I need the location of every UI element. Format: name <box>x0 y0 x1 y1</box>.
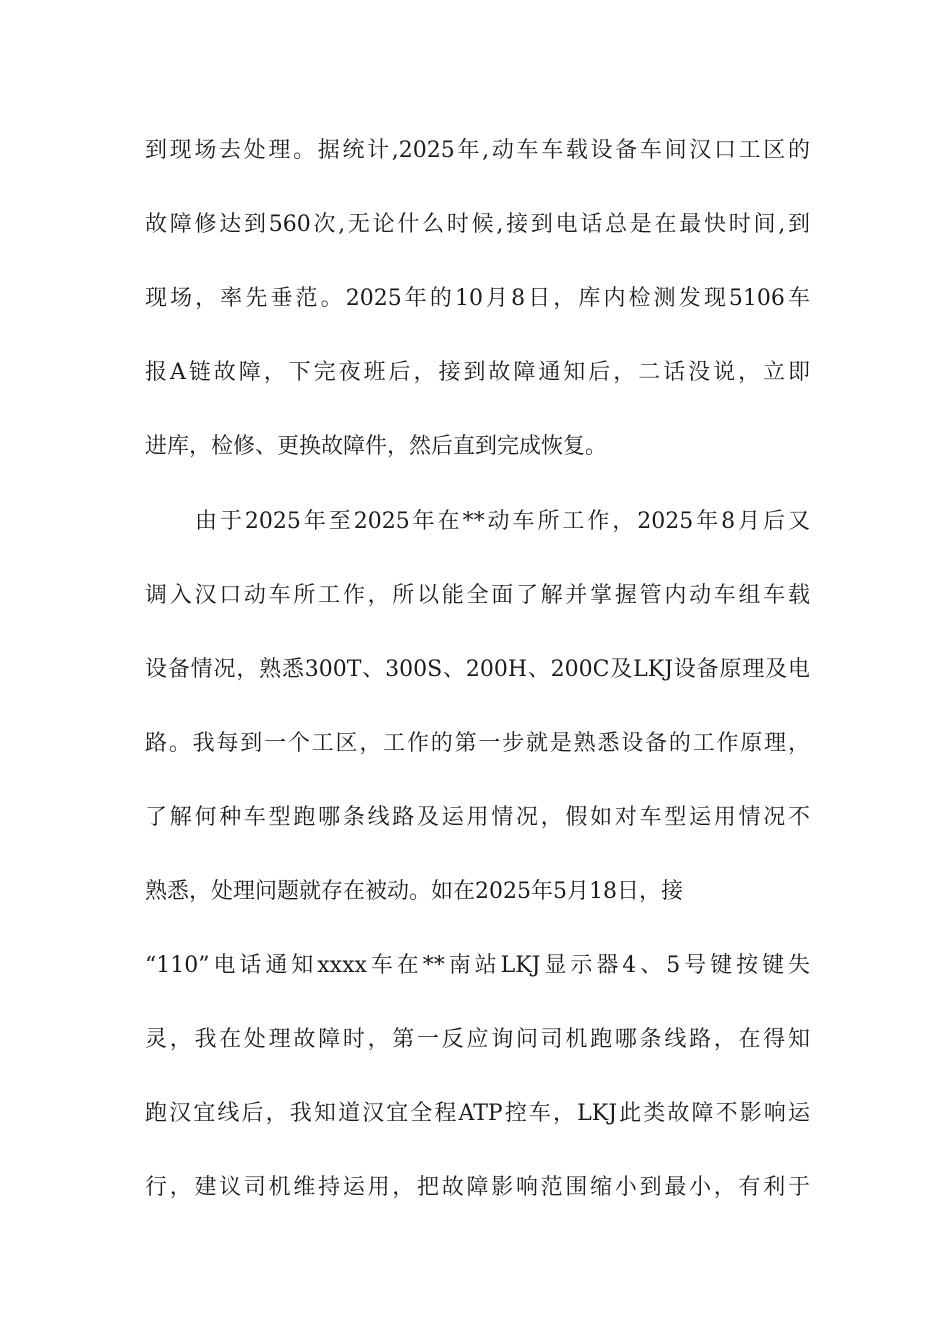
text-line: 行，建议司机维持运用，把故障影响范围缩小到最小，有利于 <box>145 1175 810 1200</box>
text-line: 现场，率先垂范。2025年的10月8日，库内检测发现5106车 <box>145 286 810 311</box>
text-line: 灵，我在处理故障时，第一反应询问司机跑哪条线路，在得知 <box>145 1027 810 1052</box>
text-line: 由于2025年至2025年在**动车所工作，2025年8月后又 <box>195 509 810 534</box>
text-line: 故障修达到560次,无论什么时候,接到电话总是在最快时间,到 <box>145 212 810 237</box>
text-line: 跑汉宜线后，我知道汉宜全程ATP控车，LKJ此类故障不影响运 <box>145 1101 810 1126</box>
text-line: 熟悉，处理问题就存在被动。如在2025年5月18日，接 <box>145 879 683 904</box>
text-line: 报A链故障，下完夜班后，接到故障通知后，二话没说，立即 <box>145 360 810 385</box>
text-line: 了解何种车型跑哪条线路及运用情况，假如对车型运用情况不 <box>145 805 810 830</box>
text-line: “110”电话通知xxxx车在**南站LKJ显示器4、5号键按键失 <box>145 953 810 978</box>
text-line: 路。我每到一个工区，工作的第一步就是熟悉设备的工作原理， <box>145 731 810 756</box>
text-line: 设备情况，熟悉300T、300S、200H、200C及LKJ设备原理及电 <box>145 657 810 682</box>
text-line: 调入汉口动车所工作，所以能全面了解并掌握管内动车组车载 <box>145 583 810 608</box>
text-line: 进库，检修、更换故障件，然后直到完成恢复。 <box>145 434 608 459</box>
text-line: 到现场去处理。据统计,2025年,动车车载设备车间汉口工区的 <box>145 138 810 163</box>
